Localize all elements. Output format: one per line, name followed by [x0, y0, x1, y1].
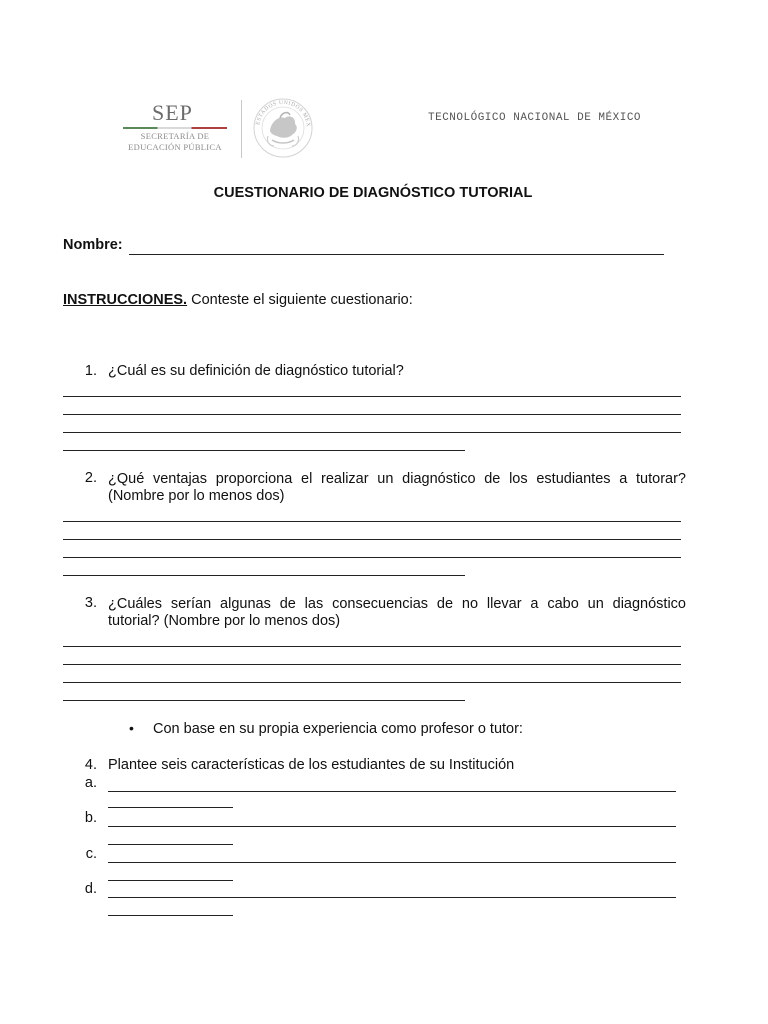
answer-line[interactable]: [108, 826, 676, 827]
answer-line[interactable]: [63, 414, 681, 415]
answer-line[interactable]: [63, 575, 465, 576]
national-seal-icon: [250, 96, 316, 160]
answer-line[interactable]: [108, 897, 676, 898]
answer-line[interactable]: [108, 791, 676, 792]
item-letter: d.: [84, 881, 97, 897]
sep-subtitle-line1: SECRETARÍA DE: [140, 131, 210, 141]
document-title: CUESTIONARIO DE DIAGNÓSTICO TUTORIAL: [213, 185, 533, 201]
sep-logo-subtitle: [120, 131, 230, 153]
sep-logo-stripe: [123, 127, 227, 129]
seal-ring-text: ESTADOS UNIDOS MEX: [255, 99, 312, 128]
question-number: 2.: [84, 470, 97, 486]
answer-line[interactable]: [108, 880, 233, 881]
question-text-line2: (Nombre por lo menos dos): [108, 488, 285, 504]
answer-line[interactable]: [63, 450, 465, 451]
question-number: 4.: [84, 757, 97, 773]
bullet-text: Con base en su propia experiencia como profesor o tutor:: [153, 721, 523, 737]
answer-line[interactable]: [108, 807, 233, 808]
question-text: Plantee seis características de los estudiantes de su Institución: [108, 757, 515, 773]
name-label: Nombre:: [63, 237, 123, 253]
question-number: 1.: [84, 363, 97, 379]
question-text: ¿Cuáles serían algunas de las consecuencias de no llevar a cabo un diagnóstico: [108, 596, 686, 612]
sep-logo-text: SEP: [152, 100, 193, 125]
item-letter: b.: [84, 810, 97, 826]
answer-line[interactable]: [108, 862, 676, 863]
header-divider: [241, 100, 242, 158]
item-letter: c.: [85, 846, 97, 862]
answer-line[interactable]: [63, 432, 681, 433]
sep-logo: [120, 100, 230, 156]
sep-subtitle-line2: EDUCACIÓN PÚBLICA: [128, 142, 222, 152]
question-number: 3.: [84, 595, 97, 611]
question-text: ¿Cuál es su definición de diagnóstico tutorial?: [108, 363, 404, 379]
national-seal-graphic: [250, 96, 316, 160]
instructions-text: Conteste el siguiente cuestionario:: [187, 292, 413, 308]
answer-line[interactable]: [63, 521, 681, 522]
answer-line[interactable]: [108, 915, 233, 916]
item-letter: a.: [84, 775, 97, 791]
name-field[interactable]: [129, 254, 664, 255]
answer-line[interactable]: [63, 557, 681, 558]
question-text-line2: tutorial? (Nombre por lo menos dos): [108, 613, 341, 629]
answer-line[interactable]: [108, 844, 233, 845]
answer-line[interactable]: [63, 682, 681, 683]
instructions: [63, 292, 413, 308]
institution-name: TECNOLÓGICO NACIONAL DE MÉXICO: [428, 112, 642, 124]
bullet-icon: •: [129, 720, 134, 736]
instructions-label: INSTRUCCIONES.: [63, 292, 188, 308]
answer-line[interactable]: [63, 700, 465, 701]
answer-line[interactable]: [63, 539, 681, 540]
answer-line[interactable]: [63, 646, 681, 647]
answer-line[interactable]: [63, 664, 681, 665]
answer-line[interactable]: [63, 396, 681, 397]
question-text: ¿Qué ventajas proporciona el realizar un diagnóstico de los estudiantes a tutorar?: [108, 471, 686, 487]
